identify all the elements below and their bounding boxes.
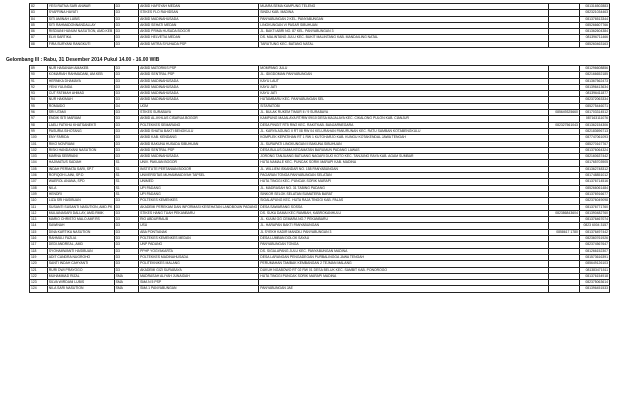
phone-2-cell: 082160637442: [579, 154, 609, 160]
address-cell: JL. IDIGDOMAN PANYABUNGAN: [259, 72, 548, 78]
address-cell: LINGKUNGAN VI PASAR SIBUHUAN: [259, 22, 548, 28]
education-level-cell: D3: [114, 122, 138, 128]
address-cell: JL. BULAK RUKEM TIMUR II / 9 SURABAYA: [259, 110, 548, 116]
row-number-cell: 86: [30, 29, 48, 35]
education-level-cell: D3: [114, 110, 138, 116]
row-number-cell: 112: [30, 210, 48, 216]
institution-cell: AKBID MITRA SYUHADA PSP: [139, 41, 259, 47]
phone-1-cell: 082386843604: [548, 210, 579, 216]
participant-name-cell: NILA: [47, 185, 114, 191]
row-number-cell: 98: [30, 122, 48, 128]
education-level-cell: D3: [114, 22, 138, 28]
address-cell: JL. KARYA AGUNG II RT 08 RW 04 KELURAHAN PANURUNAN KEC. RATU SAMBAN KOTABENGKULU: [259, 128, 548, 134]
phone-2-cell: 0823 6004 3157: [579, 223, 609, 229]
participant-name-cell: DINA KARTIKA NASUTION: [47, 229, 114, 235]
phone-2-cell: 081376154918: [579, 273, 609, 279]
row-number-cell: 116: [30, 236, 48, 242]
education-level-cell: D3: [114, 261, 138, 267]
participant-name-cell: NILA SARI NASUTION: [47, 286, 114, 292]
participant-name-cell: MARIO CHRISTO MALO AMF.RS: [47, 217, 114, 223]
address-cell: JORONG TANJUANG BATUANG NAGARI DUO KOTO KEC. TANJUNG RAYA KAB. AGAM SUMBAR: [259, 154, 548, 160]
education-level-cell: D3: [114, 141, 138, 147]
education-level-cell: S1: [114, 179, 138, 185]
address-cell: HUTA NAMALE KEC. PUNCAK SORIK MARAPI KAB. MADINA: [259, 160, 548, 166]
phone-2-cell: 085275446071: [579, 103, 609, 109]
participant-name-cell: SYAFRINA HAYATI: [47, 10, 114, 16]
row-number-cell: 113: [30, 217, 48, 223]
education-level-cell: D3: [114, 116, 138, 122]
education-level-cell: D3: [114, 84, 138, 90]
table-row: [30, 41, 610, 47]
phone-2-cell: 081362154306: [579, 122, 609, 128]
phone-2-cell: 085260463163: [579, 41, 609, 47]
phone-2-cell: 085649126103: [579, 261, 609, 267]
address-cell: PANYABUNGAN JAE: [259, 286, 548, 292]
phone-2-cell: 081362604384: [579, 29, 609, 35]
address-cell: HUTA TINGGI KEC. PUNCAK SORIK MARAPI: [259, 179, 548, 185]
institution-cell: SMA N 5 PSP: [139, 280, 259, 286]
participant-name-cell: YENI YULINDA: [47, 84, 114, 90]
session-title: Gelombang III : Rabu, 31 Desember 2014 Pukul 14.00 - 16.00 WIB: [6, 57, 160, 63]
institution-cell: AKBID MADINAHUSADA: [139, 91, 259, 97]
participants-table-top: [29, 3, 610, 48]
address-cell: JL. WILLIEM ISKANDAR NO. 158 PANYABUNGAN: [259, 166, 548, 172]
row-number-cell: 84: [30, 16, 48, 22]
phone-2-cell: 082166652185: [579, 72, 609, 78]
address-cell: DESA PINGIT RT5 RW2 KEC. RAKITKAB. BANJARNEGARA: [259, 122, 548, 128]
address-cell: SITARATOBI: [259, 103, 548, 109]
education-level-cell: D4: [114, 103, 138, 109]
education-level-cell: D3: [114, 210, 138, 216]
phone-2-cell: 081376916677: [579, 191, 609, 197]
row-number-cell: 111: [30, 204, 48, 210]
phone-2-cell: 087747061093: [579, 135, 609, 141]
phone-2-cell: 081703314512: [579, 110, 609, 116]
row-number-cell: 97: [30, 116, 48, 122]
participant-name-cell: RISKI HANDAYANI NASUTION: [47, 147, 114, 153]
participant-name-cell: FIRA SURYANI RANGKUTI: [47, 41, 114, 47]
participant-name-cell: HENDRI: [47, 191, 114, 197]
institution-cell: RIO ABDURRAUB: [139, 217, 259, 223]
address-cell: JL. MADRASAH NO. 31 TABING PADANG: [259, 185, 548, 191]
education-level-cell: D3: [114, 29, 138, 35]
education-level-cell: D3: [114, 41, 138, 47]
institution-cell: STIKES FLO RAHIDSAN: [139, 10, 259, 16]
education-level-cell: D3: [114, 204, 138, 210]
phone-1-cell: 0858617 1780: [548, 229, 579, 235]
phone-1-cell: [548, 41, 579, 47]
education-level-cell: D3: [114, 254, 138, 260]
participant-name-cell: ELVI SARTIKA: [47, 35, 114, 41]
row-number-cell: 82: [30, 4, 48, 10]
institution-cell: UNIV. PAKUAN BOGOR: [139, 160, 259, 166]
row-number-cell: 110: [30, 198, 48, 204]
participant-name-cell: WAEROL ANANA, SPD: [47, 179, 114, 185]
participant-name-cell: SAWINAH: [47, 223, 114, 229]
institution-cell: USU: [139, 223, 259, 229]
address-cell: DS. MALINTANG JULU KEC. BUKIT MALINTANG KAB. MANDAILING NATAL: [259, 35, 548, 41]
participant-name-cell: ROMAIDO: [47, 103, 114, 109]
education-level-cell: D3: [114, 154, 138, 160]
education-level-cell: D3: [114, 10, 138, 16]
phone-2-cell: 082372063334: [579, 97, 609, 103]
education-level-cell: D3: [114, 128, 138, 134]
address-cell: DUKUH NGABOWO RT 02 RW 01 DESA BELUK KEC. SAMBIT KAB. PONOROGO: [259, 267, 548, 273]
phone-2-cell: 082375063614: [579, 280, 609, 286]
participant-name-cell: INDAH PERMATA SARI, SP.T: [47, 166, 114, 172]
row-number-cell: 119: [30, 254, 48, 260]
address-cell: SIGALAPUNG KEC. HUTA RAJA TINGGI KAB. PALAS: [259, 198, 548, 204]
institution-cell: POLTEKKES MADINAHUSADA: [139, 254, 259, 260]
participant-name-cell: ADIT CANDRA NUGROHO: [47, 254, 114, 260]
phone-2-cell: 082183696713: [579, 128, 609, 134]
row-number-cell: 107: [30, 179, 48, 185]
phone-2-cell: 081376497442: [579, 229, 609, 235]
row-number-cell: 85: [30, 22, 48, 28]
institution-cell: PPHP YOGYAKARTA: [139, 248, 259, 254]
participant-name-cell: DEDI ANDREAL, AMD: [47, 242, 114, 248]
education-level-cell: D3: [114, 72, 138, 78]
institution-cell: POLTEKES KEMENKES MEDAN: [139, 236, 259, 242]
phone-2-cell: 081396451533: [579, 286, 609, 292]
address-cell: HUTAMBARU KEC. PANYABUNGAN SEL: [259, 97, 548, 103]
institution-cell: AKBID PRIMA HUSADA BOGOR: [139, 29, 259, 35]
education-level-cell: D3: [114, 91, 138, 97]
address-cell: TARUTUNG KEC. BATANG NATAL: [259, 41, 548, 47]
education-level-cell: SMA: [114, 286, 138, 292]
row-number-cell: 83: [30, 10, 48, 16]
institution-cell: UPI PADANG: [139, 191, 259, 197]
participant-name-cell: RISDIANI HANUM NASUTION, AMD.KEB: [48, 29, 113, 34]
education-level-cell: D3: [114, 223, 138, 229]
participant-name-cell: MUHAMMAD RIZAL: [47, 273, 114, 279]
education-level-cell: D3: [114, 78, 138, 84]
row-number-cell: 118: [30, 248, 48, 254]
participant-name-cell: SITI RAHMADONNANDALLAY: [47, 22, 114, 28]
address-cell: KAYU JATI: [259, 84, 548, 90]
education-level-cell: D3: [114, 4, 138, 10]
address-cell: DESA LUMBAN DOLOK SAYAU: [259, 236, 548, 242]
institution-cell: AKADEMI GIZI SURABAYA: [139, 267, 259, 273]
education-level-cell: S1: [114, 191, 138, 197]
education-level-cell: D3: [114, 248, 138, 254]
education-level-cell: D3: [114, 66, 138, 72]
row-number-cell: 104: [30, 160, 48, 166]
participant-name-cell: MULIANASARI DALLAY, AMD.RMIK: [47, 210, 114, 216]
phone-1-cell: [548, 286, 579, 292]
phone-2-cell: 081748851012: [579, 173, 609, 179]
education-level-cell: S1: [114, 185, 138, 191]
phone-2-cell: 085266607766: [579, 22, 609, 28]
institution-cell: UNIVERSITAS MUHAMMADIYAH TAPSEL: [139, 173, 259, 179]
address-cell: JL. KUUM GG CEMARA NO.7 PEKANBARU: [259, 217, 548, 223]
row-number-cell: 87: [30, 35, 48, 41]
row-number-cell: 93: [30, 91, 48, 97]
address-cell: HUTA TINGGI PUNCAK SORIK MARAPI MADINA: [259, 273, 548, 279]
institution-cell: POLTEKES KEMENKES: [139, 198, 259, 204]
participant-name-cell: CUT FATIMAH AHMAD: [47, 91, 114, 97]
address-cell: JL. SURAPATI LINGKUNGAN II BAKUNA SIBUHUAN: [259, 141, 548, 147]
institution-cell: AKBID HELVETIA MEDAN: [139, 35, 259, 41]
participant-name-cell: NUR HAKIMAH: [47, 97, 114, 103]
participant-name-cell: SANTI INDAH CAHYANTI: [47, 261, 114, 267]
institution-cell: AKBID SENTRAL PSP: [139, 147, 259, 153]
address-cell: JL SYEKH KADIR MANDILI PANYABUNGAN 3: [259, 229, 548, 235]
phone-2-cell: 082374567647: [579, 242, 609, 248]
address-cell: KAYU JATI: [259, 91, 548, 97]
institution-cell: AKBID SHATIA BAKTI BENGKULU: [139, 128, 259, 134]
address-cell: DS. SUKA DAMAI KEC RAMBAH, KABROKANHULU: [259, 210, 548, 216]
institution-cell: AKBID MADINAHUSADA: [139, 84, 259, 90]
phone-2-cell: 081376714516: [579, 179, 609, 185]
participant-name-cell: KOMARIAH RAHMADANI, AM.KEB: [47, 72, 114, 78]
row-number-cell: 105: [30, 166, 48, 172]
phone-2-cell: 081573616391: [579, 254, 609, 260]
address-cell: DESA BULUS DUMA KECAMATAN BARUMUN PADANG LAWAS: [259, 147, 548, 153]
address-cell: JL. BAKTI ABRI NO. 87 KEL. PANYABUNGAN 3: [259, 29, 548, 35]
row-number-cell: 95: [30, 103, 48, 109]
row-number-cell: 92: [30, 84, 48, 90]
education-level-cell: SMA: [114, 280, 138, 286]
row-number-cell: 121: [30, 267, 48, 273]
phone-2-cell: 081390482760: [579, 210, 609, 216]
participant-name-cell: SRI UTAMI: [47, 110, 114, 116]
address-cell: KAYU LAUT: [259, 78, 548, 84]
institution-cell: AKBID BAKUNA HUSADA SIBUHUAN: [139, 141, 259, 147]
row-number-cell: 114: [30, 223, 48, 229]
institution-cell: UPI PADANG: [139, 185, 259, 191]
phone-2-cell: 081396413634: [579, 84, 609, 90]
phone-2-cell: 081376064324: [579, 147, 609, 153]
phone-2-cell: 082376049098: [579, 198, 609, 204]
education-level-cell: D3: [114, 229, 138, 235]
address-cell: PANYABUNGAN TONGA: [259, 242, 548, 248]
row-number-cell: 117: [30, 242, 48, 248]
institution-cell: AKBID SEHATI MEDAN: [139, 22, 259, 28]
phone-1-cell: 082327561043: [548, 122, 579, 128]
phone-2-cell: 081367562473: [579, 78, 609, 84]
phone-2-cell: 081383471511: [579, 267, 609, 273]
row-number-cell: 101: [30, 141, 48, 147]
address-cell: DESA LARANGAN PENGADEGAN PURBALINGGA JAWA TENGAH: [259, 254, 548, 260]
phone-2-cell: 081362748312: [579, 166, 609, 172]
address-cell: DESA SAWARANG SOSSA: [259, 204, 548, 210]
education-level-cell: D3: [114, 16, 138, 22]
institution-cell: POLTEKKES SEMARANG: [139, 122, 259, 128]
institution-cell: AKBID MADINAHUSADA: [139, 97, 259, 103]
participant-name-cell: PASURIA SIHOTANG: [47, 128, 114, 134]
address-cell: JL. HARAPAN BAKTI PANYABUNGAN: [259, 223, 548, 229]
row-number-cell: 120: [30, 261, 48, 267]
education-level-cell: D3: [114, 267, 138, 273]
phone-2-cell: 081376771760: [579, 204, 609, 210]
institution-cell: INSTITUTE PERTANIAN BOGOR: [139, 166, 259, 172]
participant-name-cell: HERNIKA DHAMAYA: [47, 78, 114, 84]
address-cell: KAMPUNG MAJALAYA RT/RW 09/10 DESA MAJALAYA KEC. CIKALONG PULON KAB. CIANJUR: [259, 116, 548, 122]
participant-name-cell: SITI AMINAH LUBIS: [47, 16, 114, 22]
education-level-cell: D3: [114, 198, 138, 204]
row-number-cell: 100: [30, 135, 48, 141]
education-level-cell: S1: [114, 166, 138, 172]
education-level-cell: D3: [114, 97, 138, 103]
row-number-cell: 122: [30, 273, 48, 279]
address-cell: DS. SIGALAPANG JULU KEC. PANYABUNGAN MADINA: [259, 248, 548, 254]
participant-name-cell: ENDIK SITI MARIAM: [47, 116, 114, 122]
phone-2-cell: 081396411877: [579, 91, 609, 97]
participant-name-cell: SUSANTI SUSANTI NASUTION, AMD.PK: [48, 204, 113, 209]
education-level-cell: S1: [114, 160, 138, 166]
institution-cell: SMA 1 PANYABUNGAN: [139, 286, 259, 292]
phone-2-cell: 081316502883: [579, 4, 609, 10]
phone-2-cell: 081396711466: [579, 35, 609, 41]
participant-name-cell: RAHMULI FAZLIA: [47, 236, 114, 242]
row-number-cell: 88: [30, 41, 48, 47]
institution-cell: AKBID SENTRAL PSP: [139, 72, 259, 78]
row-number-cell: 115: [30, 229, 48, 235]
institution-cell: AKBID HAFSYAH MEDAN: [139, 4, 259, 10]
education-level-cell: D3: [114, 217, 138, 223]
row-number-cell: 91: [30, 78, 48, 84]
row-number-cell: 102: [30, 147, 48, 153]
address-cell: MUARA SEMA KAMPUNG TELENG: [259, 4, 548, 10]
participant-name-cell: LIZA SRI HASIBUAN: [47, 198, 114, 204]
institution-cell: UGM: [139, 103, 259, 109]
education-level-cell: D3: [114, 135, 138, 141]
participant-name-cell: SYOHAMWANTI HASIBUAN: [47, 248, 114, 254]
phone-2-cell: 085270167767: [579, 141, 609, 147]
row-number-cell: 96: [30, 110, 48, 116]
participant-name-cell: RIKO NOVRIANI: [47, 141, 114, 147]
institution-cell: AKBID KAB. KENDANG: [139, 135, 259, 141]
row-number-cell: 99: [30, 128, 48, 134]
institution-cell: AKBID MADINAHUSADA: [139, 154, 259, 160]
institution-cell: STIKES SURABAYA: [139, 110, 259, 116]
phone-2-cell: 081765703905: [579, 160, 609, 166]
table-row: [30, 286, 610, 292]
address-cell: PAGARAN TONGA PANYABUNGAN SELATAN: [259, 173, 548, 179]
address-cell: SINDU KAB. MADINA: [259, 10, 548, 16]
row-number-cell: 124: [30, 286, 48, 292]
address-cell: KOMPLEK KEPATIHAN RT 1 RW 1 KUTOHARJO KAB. KUNGU KOTAKENDAL JAWA TENGAH: [259, 135, 548, 141]
row-number-cell: 106: [30, 173, 48, 179]
phone-2-cell: 081296608856: [579, 66, 609, 72]
row-number-cell: 103: [30, 154, 48, 160]
participant-name-cell: NUR HASANAH AMAKEB: [47, 66, 114, 72]
institution-cell: STIKES HANG TUAH PEKANBARU: [139, 210, 259, 216]
row-number-cell: 89: [30, 66, 48, 72]
participant-name-cell: SILVA WIRDANI LUBIS: [47, 280, 114, 286]
institution-cell: UNIMED: [139, 179, 259, 185]
institution-cell: AKBID AL-IKHLAS CISARUA BOGOR: [139, 116, 259, 122]
education-level-cell: D3: [114, 35, 138, 41]
phone-2-cell: 082321034463: [579, 10, 609, 16]
participant-name-cell: LAELI FATKHU KHATSANEKTI: [47, 122, 114, 128]
phone-2-cell: 082360761926: [579, 236, 609, 242]
institution-cell: ABA PONTIANAK: [139, 229, 259, 235]
institution-cell: POLITEKNIKES MALANG: [139, 261, 259, 267]
participant-name-cell: ENY FARIDA: [47, 135, 114, 141]
row-number-cell: 90: [30, 72, 48, 78]
address-cell: PANYABUNGAN 2 KEL. PANYABUNGAN: [259, 16, 548, 22]
institution-cell: AKBID MATORKIS PSP: [139, 66, 259, 72]
institution-cell: AKADEMI PEREKAM DAN INFORMASI KESEHATAN LANDBOUW PADANG: [140, 204, 258, 209]
address-cell: PERUMAHAN TAMBAK KEMBANGAN 2 TEJMAN MALANG: [259, 261, 548, 267]
institution-cell: UNP PADANG: [139, 242, 259, 248]
participant-name-cell: HAJIMATUS SADIAH: [47, 160, 114, 166]
institution-cell: MADRASAH ALIYAH JUNAIDAH: [139, 273, 259, 279]
education-level-cell: S1: [114, 173, 138, 179]
phone-2-cell: 081266152307: [579, 248, 609, 254]
row-number-cell: 123: [30, 280, 48, 286]
institution-cell: AKBID MADINAHUSADA: [139, 16, 259, 22]
participant-name-cell: ROFIQOH LAINI, SP.D: [47, 173, 114, 179]
participants-table-session-3: [29, 65, 610, 293]
participant-name-cell: MARNA SEBRIANI: [47, 154, 114, 160]
education-level-cell: D3: [114, 242, 138, 248]
row-number-cell: 94: [30, 97, 48, 103]
row-number-cell: 109: [30, 191, 48, 197]
phone-2-cell: 081376467074: [579, 217, 609, 223]
phone-1-cell: 085649325660: [548, 110, 579, 116]
phone-2-cell: 081376513344: [579, 16, 609, 22]
education-level-cell: SMA: [114, 273, 138, 279]
address-cell: MOMPANG JULU: [259, 66, 548, 72]
education-level-cell: D3: [114, 236, 138, 242]
participant-name-cell: YESI RATNA SARI ANWAR: [47, 4, 114, 10]
phone-2-cell: 085266061484: [579, 185, 609, 191]
education-level-cell: D3: [114, 147, 138, 153]
institution-cell: AKBID MADINAHUSADA: [139, 78, 259, 84]
phone-2-cell: 087163111076: [579, 116, 609, 122]
address-cell: SINKOR SELOK SELATAN SUMATERA BARAT: [259, 191, 548, 197]
participant-name-cell: RURI DWI PRAYOGO: [47, 267, 114, 273]
row-number-cell: 108: [30, 185, 48, 191]
